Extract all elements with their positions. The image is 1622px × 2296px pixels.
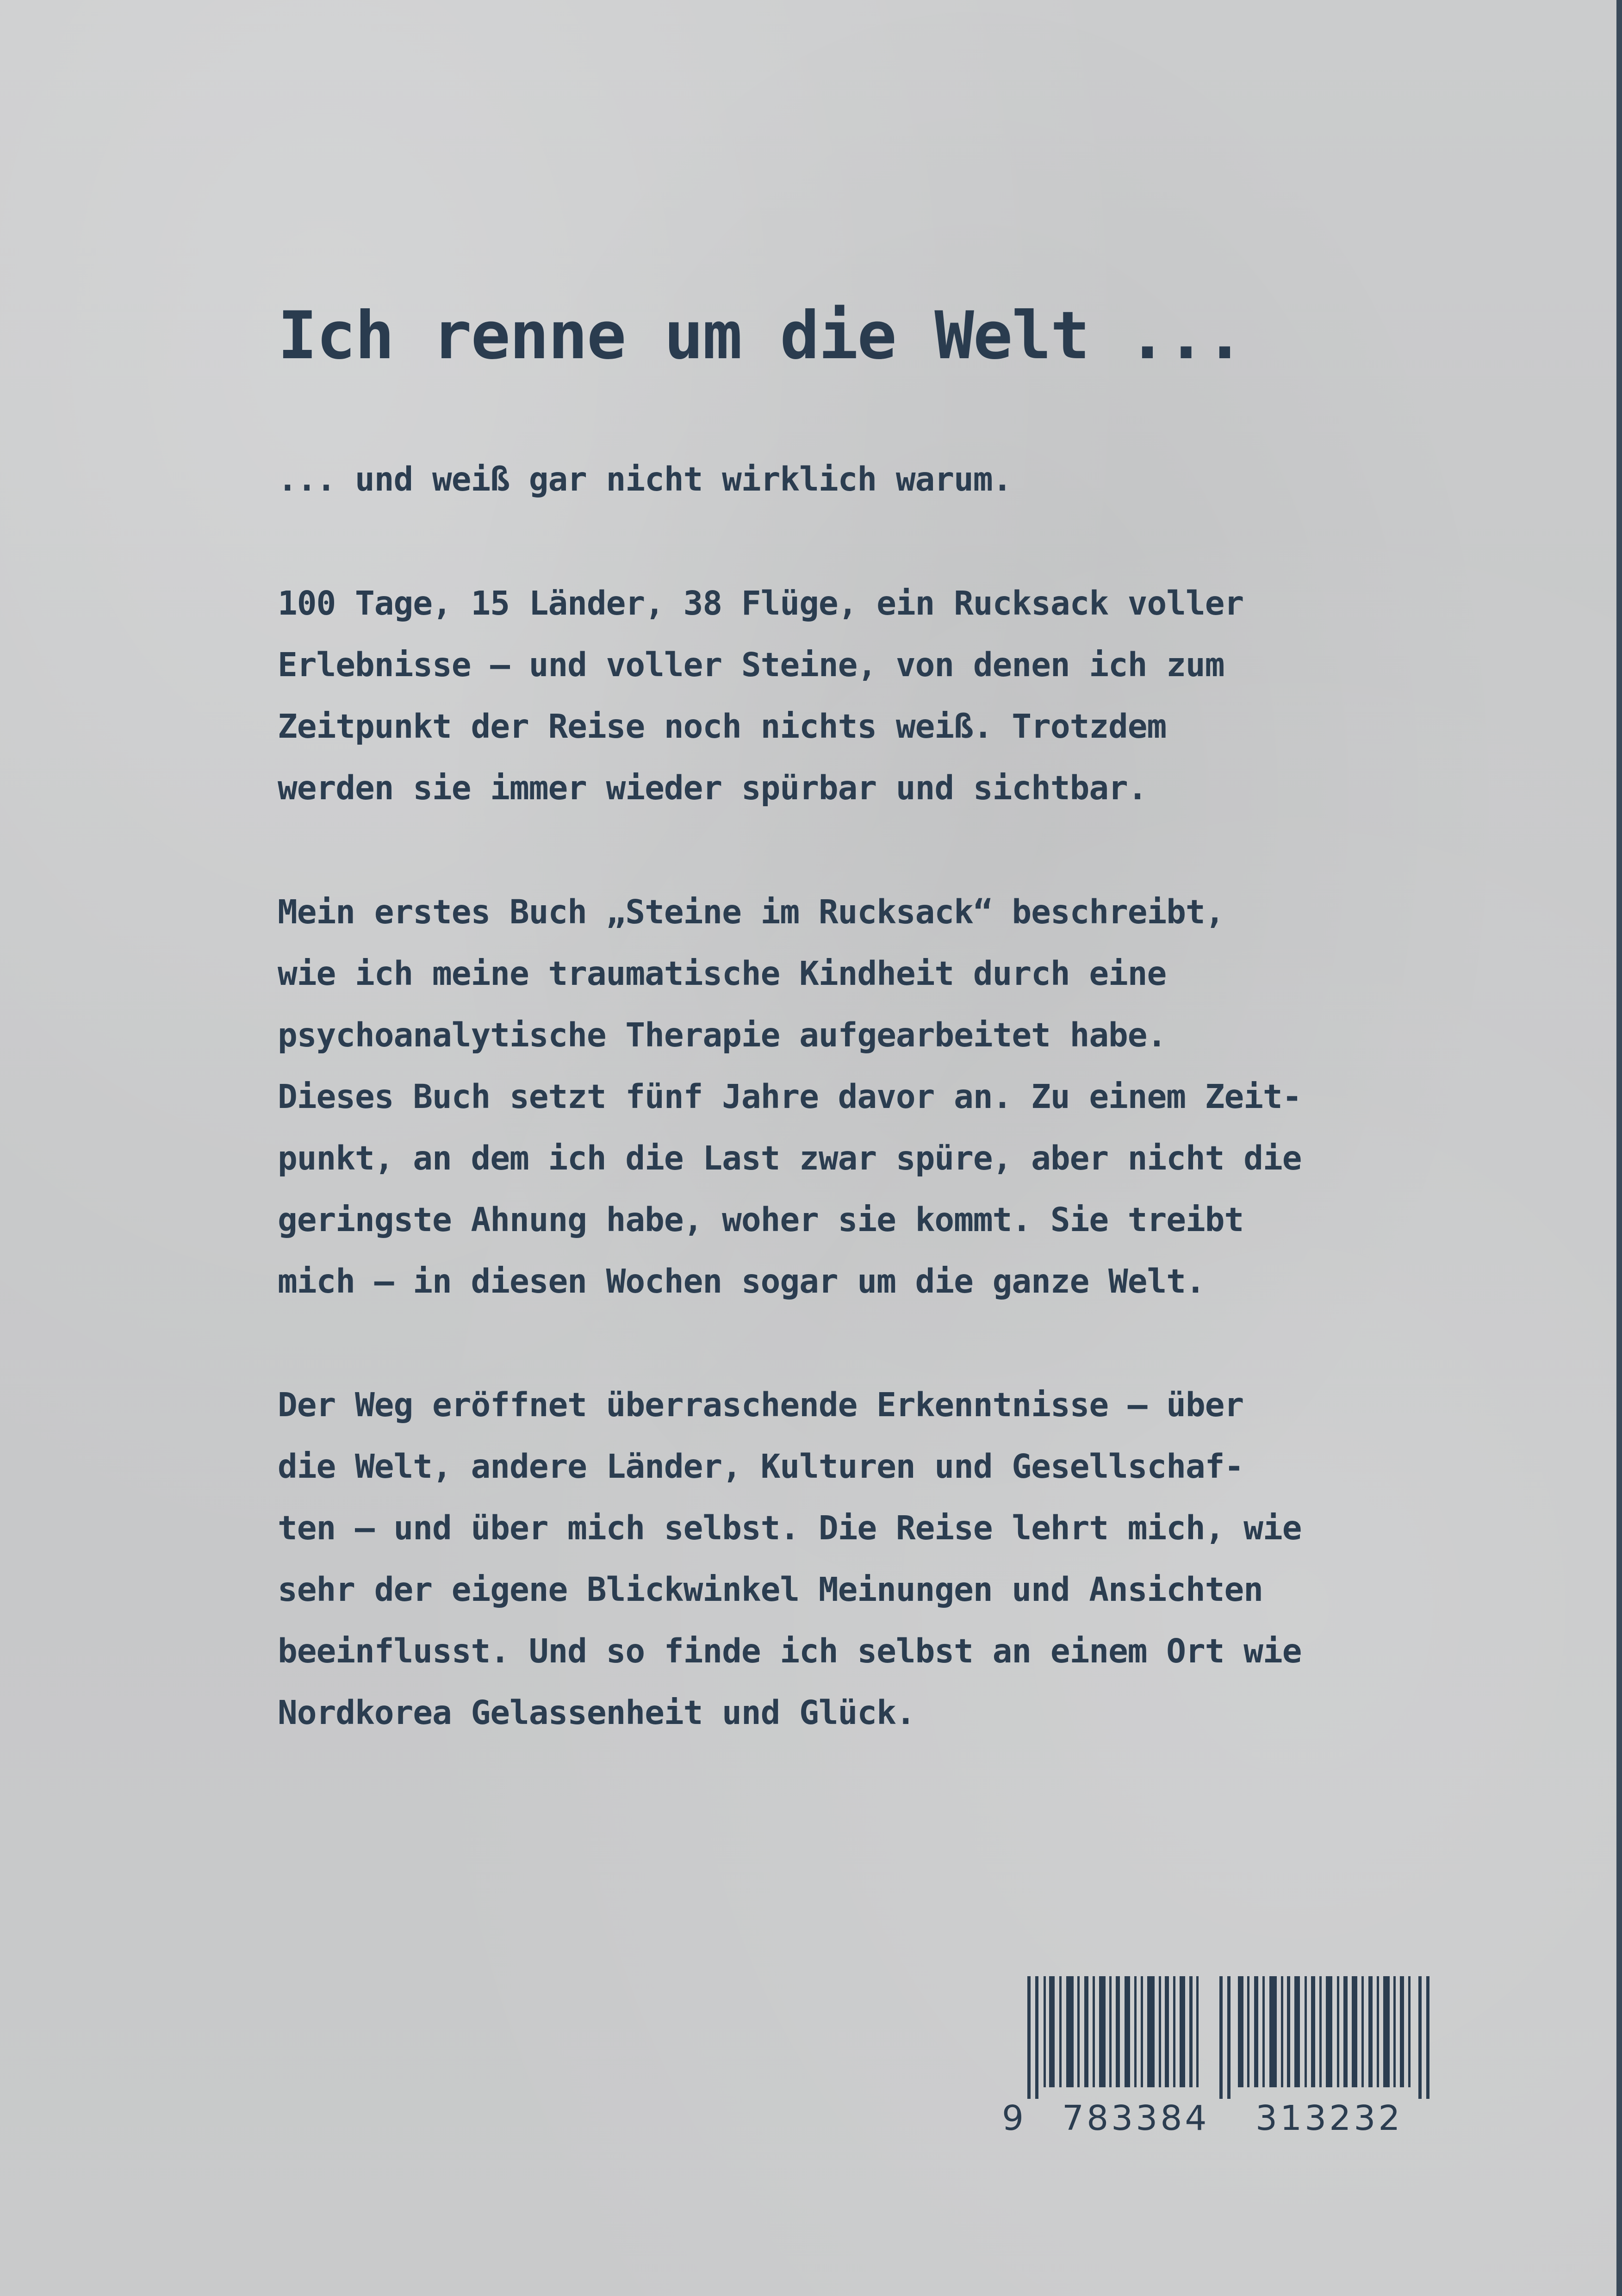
text-line: Der Weg eröffnet überraschende Erkenntnisse – über — [278, 1386, 1244, 1424]
text-line: geringste Ahnung habe, woher sie kommt. Sie treibt — [278, 1201, 1244, 1239]
text-line: psychoanalytische Therapie aufgearbeitet habe. — [278, 1016, 1167, 1054]
isbn-barcode — [1002, 1976, 1455, 2147]
paragraph-3 — [278, 1374, 1302, 1743]
text-line: werden sie immer wieder spürbar und sichtbar. — [278, 769, 1147, 807]
paragraph-2 — [278, 881, 1302, 1312]
text-line: Erlebnisse – und voller Steine, von denen ich zum — [278, 646, 1224, 684]
paragraph-1 — [278, 572, 1243, 819]
text-line: Dieses Buch setzt fünf Jahre davor an. Zu einem Zeit- — [278, 1077, 1302, 1116]
text-line: sehr der eigene Blickwinkel Meinungen und Ansichten — [278, 1570, 1263, 1609]
barcode-first-digit: 9 — [1002, 2098, 1027, 2138]
book-title: Ich renne um die Welt ... — [278, 298, 1244, 374]
text-line: Mein erstes Buch „Steine im Rucksack“ beschreibt, — [278, 893, 1224, 931]
barcode-left-digits: 783384 — [1062, 2098, 1210, 2138]
text-line: mich – in diesen Wochen sogar um die ganze Welt. — [278, 1262, 1205, 1300]
text-line: punkt, an dem ich die Last zwar spüre, aber nicht die — [278, 1139, 1302, 1177]
text-line: Zeitpunkt der Reise noch nichts weiß. Trotzdem — [278, 707, 1167, 746]
text-line: die Welt, andere Länder, Kulturen und Gesellschaf- — [278, 1447, 1244, 1486]
text-line: beeinflusst. Und so finde ich selbst an einem Ort wie — [278, 1632, 1302, 1670]
barcode-right-digits: 313232 — [1255, 2098, 1403, 2138]
text-line: wie ich meine traumatische Kindheit durch eine — [278, 954, 1167, 993]
text-line: Nordkorea Gelassenheit und Glück. — [278, 1693, 915, 1732]
text-line: ten – und über mich selbst. Die Reise lehrt mich, wie — [278, 1509, 1302, 1547]
spine-edge — [1616, 0, 1622, 2296]
barcode-bars — [1002, 1976, 1455, 2101]
book-subtitle: ... und weiß gar nicht wirklich warum. — [278, 460, 1012, 498]
text-line: 100 Tage, 15 Länder, 38 Flüge, ein Rucksack voller — [278, 584, 1244, 622]
